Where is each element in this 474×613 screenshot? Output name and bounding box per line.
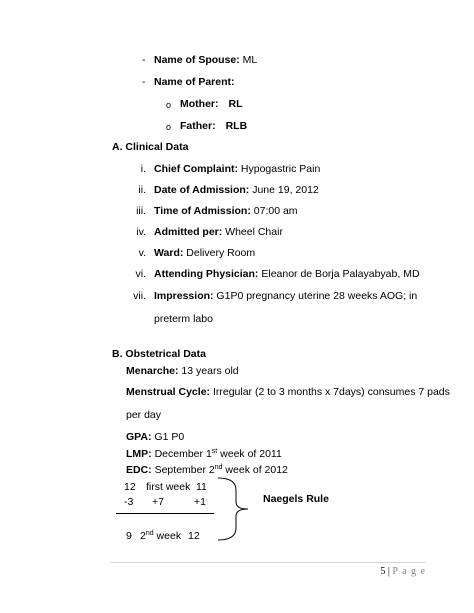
clinical-item-value: Hypogastric Pain [238, 163, 321, 175]
naegels-r3-ordinal: nd [145, 530, 154, 537]
clinical-item-date-admission [154, 184, 319, 197]
lmp-value: December 1 [151, 448, 212, 460]
clinical-num-1: i. [140, 163, 146, 175]
clinical-num-6: vi. [135, 268, 146, 280]
naegels-r3-word: week [153, 530, 182, 542]
clinical-item-value: G1P0 pregnancy uterine 28 weeks AOG; in [213, 290, 418, 302]
clinical-item-impression [154, 290, 417, 303]
father-line [180, 120, 247, 133]
clinical-num-2: ii. [138, 184, 146, 196]
clinical-num-7: vii. [133, 290, 146, 302]
naegels-sum-line [116, 513, 214, 514]
lmp-line [126, 448, 282, 461]
menarche-label: Menarche: [126, 365, 179, 377]
mother-line [180, 98, 243, 111]
spouse-line [154, 54, 257, 67]
menstrual-value: Irregular (2 to 3 months x 7days) consumes 7 pads [210, 386, 450, 398]
impression-continuation: preterm labo [154, 313, 213, 325]
gpa-label: GPA: [126, 431, 152, 443]
menstrual-continuation: per day [126, 409, 162, 421]
naegels-r2-c2: +7 [152, 496, 164, 508]
page-word: P a g e [392, 566, 426, 577]
naegels-r2-c1: -3 [124, 496, 134, 508]
clinical-num-3: iii. [136, 205, 146, 217]
clinical-num-4: iv. [136, 226, 146, 238]
clinical-item-value: Eleanor de Borja Palayabyab, MD [258, 268, 420, 280]
lmp-value-rest: week of 2011 [217, 448, 282, 460]
clinical-item-value: Wheel Chair [222, 226, 283, 238]
menarche-value: 13 years old [178, 365, 239, 377]
mother-value: RL [228, 98, 243, 110]
clinical-item-chief-complaint [154, 163, 320, 176]
gpa-line [126, 431, 184, 444]
clinical-item-label: Time of Admission: [154, 205, 251, 217]
lmp-ordinal: st [211, 448, 218, 455]
clinical-item-label: Attending Physician: [154, 268, 259, 280]
spouse-bullet: - [142, 54, 146, 66]
mother-label: Mother: [180, 98, 219, 110]
spouse-label: Name of Spouse: [154, 54, 240, 66]
father-value: RLB [225, 120, 248, 132]
obstetrical-heading: B. Obstetrical Data [112, 348, 206, 360]
menarche-line [126, 365, 239, 378]
parent-label: Name of Parent: [154, 76, 235, 88]
clinical-item-attending-physician [154, 268, 420, 281]
curly-brace-icon [216, 476, 258, 542]
edc-label: EDC: [126, 464, 152, 476]
clinical-num-5: v. [138, 247, 146, 259]
footer-divider [110, 562, 426, 563]
parent-bullet: - [142, 76, 146, 88]
clinical-heading: A. Clinical Data [112, 141, 189, 153]
clinical-item-ward [154, 247, 255, 260]
clinical-item-label: Ward: [154, 247, 184, 259]
spouse-value: ML [239, 54, 258, 66]
clinical-item-label: Date of Admission: [154, 184, 250, 196]
father-bullet: o [166, 122, 172, 132]
gpa-value: G1 P0 [151, 431, 185, 443]
naegels-rule-label: Naegels Rule [263, 493, 329, 505]
clinical-item-value: Delivery Room [183, 247, 256, 259]
clinical-item-label: Chief Complaint: [154, 163, 238, 175]
page-number: 5 [380, 566, 386, 577]
edc-value-rest: week of 2012 [222, 464, 288, 476]
naegels-r2-c3: +1 [194, 496, 206, 508]
naegels-r1-c3: 11 [196, 481, 207, 493]
clinical-item-label: Impression: [154, 290, 214, 302]
clinical-item-value: June 19, 2012 [249, 184, 319, 196]
clinical-item-admitted-per [154, 226, 283, 239]
mother-bullet: o [166, 100, 172, 110]
father-label: Father: [180, 120, 216, 132]
clinical-item-value: 07:00 am [250, 205, 298, 217]
menstrual-line [126, 386, 450, 399]
clinical-item-time-admission [154, 205, 298, 218]
clinical-item-label: Admitted per: [154, 226, 223, 238]
menstrual-label: Menstrual Cycle: [126, 386, 211, 398]
lmp-label: LMP: [126, 448, 152, 460]
page-separator: | [385, 566, 393, 577]
edc-ordinal: nd [214, 464, 223, 471]
naegels-r3-c1: 9 [126, 530, 132, 542]
naegels-r3-c2 [140, 530, 181, 543]
edc-line [126, 464, 288, 477]
edc-value: September 2 [151, 464, 215, 476]
page-footer [380, 566, 426, 578]
naegels-r3-c3: 12 [188, 530, 200, 542]
naegels-r1-c2: first week [146, 481, 191, 493]
naegels-r3-num: 2 [140, 530, 146, 542]
naegels-r1-c1: 12 [124, 481, 136, 493]
